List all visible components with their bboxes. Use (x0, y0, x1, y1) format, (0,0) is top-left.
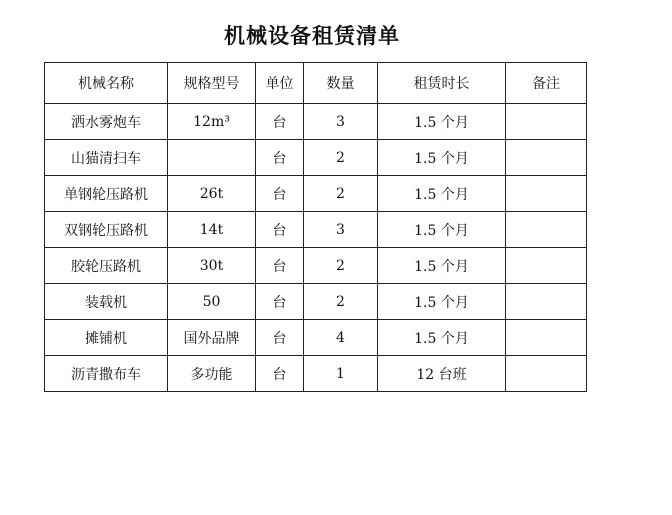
document-title: 机械设备租赁清单 (224, 24, 400, 48)
cell-rental-duration: 1.5 个月 (378, 284, 506, 320)
table-row (45, 248, 587, 284)
cell-spec-model: 50 (168, 284, 256, 320)
table-row (45, 140, 587, 176)
cell-machine-name: 双钢轮压路机 (45, 212, 168, 248)
table-row (45, 284, 587, 320)
cell-remarks (506, 356, 587, 392)
cell-spec-model: 12m³ (168, 104, 256, 140)
cell-remarks (506, 212, 587, 248)
cell-unit: 台 (256, 284, 304, 320)
rental-table (44, 62, 587, 392)
cell-rental-duration: 1.5 个月 (378, 176, 506, 212)
header-row (45, 63, 587, 104)
cell-spec-model (168, 140, 256, 176)
cell-remarks (506, 320, 587, 356)
cell-spec-model: 多功能 (168, 356, 256, 392)
cell-quantity: 2 (304, 284, 378, 320)
cell-rental-duration: 1.5 个月 (378, 248, 506, 284)
cell-quantity: 3 (304, 104, 378, 140)
cell-spec-model: 14t (168, 212, 256, 248)
table-row (45, 176, 587, 212)
cell-unit: 台 (256, 320, 304, 356)
cell-remarks (506, 140, 587, 176)
cell-remarks (506, 104, 587, 140)
header-rental-duration: 租赁时长 (378, 63, 506, 104)
cell-unit: 台 (256, 212, 304, 248)
table-body (45, 104, 587, 392)
cell-machine-name: 洒水雾炮车 (45, 104, 168, 140)
cell-machine-name: 沥青撒布车 (45, 356, 168, 392)
cell-rental-duration: 1.5 个月 (378, 140, 506, 176)
header-remarks: 备注 (506, 63, 587, 104)
cell-unit: 台 (256, 140, 304, 176)
cell-quantity: 2 (304, 176, 378, 212)
header-machine-name: 机械名称 (45, 63, 168, 104)
cell-unit: 台 (256, 176, 304, 212)
header-unit: 单位 (256, 63, 304, 104)
cell-machine-name: 装载机 (45, 284, 168, 320)
cell-machine-name: 山猫清扫车 (45, 140, 168, 176)
table-row (45, 320, 587, 356)
cell-machine-name: 摊铺机 (45, 320, 168, 356)
cell-remarks (506, 176, 587, 212)
header-quantity: 数量 (304, 63, 378, 104)
cell-rental-duration: 12 台班 (378, 356, 506, 392)
cell-quantity: 2 (304, 248, 378, 284)
cell-rental-duration: 1.5 个月 (378, 104, 506, 140)
cell-machine-name: 胶轮压路机 (45, 248, 168, 284)
cell-rental-duration: 1.5 个月 (378, 320, 506, 356)
header-spec-model: 规格型号 (168, 63, 256, 104)
cell-remarks (506, 248, 587, 284)
cell-quantity: 4 (304, 320, 378, 356)
cell-quantity: 1 (304, 356, 378, 392)
cell-quantity: 3 (304, 212, 378, 248)
cell-spec-model: 国外品牌 (168, 320, 256, 356)
cell-rental-duration: 1.5 个月 (378, 212, 506, 248)
cell-machine-name: 单钢轮压路机 (45, 176, 168, 212)
cell-unit: 台 (256, 104, 304, 140)
cell-spec-model: 26t (168, 176, 256, 212)
cell-unit: 台 (256, 356, 304, 392)
cell-remarks (506, 284, 587, 320)
cell-unit: 台 (256, 248, 304, 284)
table-row (45, 212, 587, 248)
cell-quantity: 2 (304, 140, 378, 176)
cell-spec-model: 30t (168, 248, 256, 284)
table-row (45, 104, 587, 140)
table-header (45, 63, 587, 104)
table-row (45, 356, 587, 392)
